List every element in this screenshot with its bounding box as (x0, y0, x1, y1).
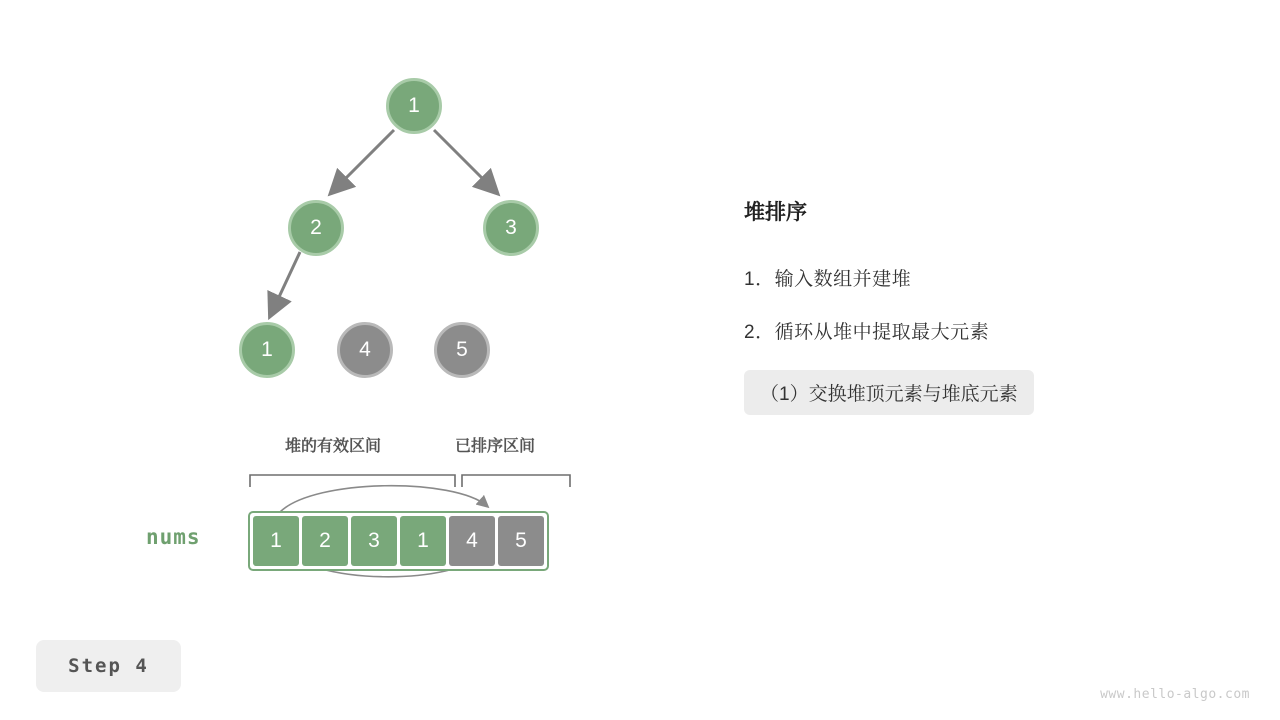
substep-highlight: （1）交换堆顶元素与堆底元素 (744, 370, 1034, 415)
step-item: 1．输入数组并建堆 (744, 269, 912, 290)
array-container (248, 511, 549, 571)
array-cell-value: 2 (319, 529, 331, 552)
array-cell (400, 516, 446, 566)
array-cell (498, 516, 544, 566)
tree-node (483, 200, 539, 256)
array-label: nums (146, 525, 201, 549)
tree-node-value: 3 (505, 216, 517, 239)
array-cell (253, 516, 299, 566)
tree-node-value: 2 (310, 216, 322, 239)
array-cell-value: 1 (417, 529, 429, 552)
tree-node-value: 4 (359, 338, 371, 361)
array-cell (302, 516, 348, 566)
array-cell (351, 516, 397, 566)
array-cell (449, 516, 495, 566)
tree-node-value: 1 (261, 338, 273, 361)
step-item: 2．循环从堆中提取最大元素 (744, 322, 990, 343)
tree-node-value: 1 (408, 94, 420, 117)
step-badge: Step 4 (36, 640, 181, 692)
tree-node (386, 78, 442, 134)
watermark: www.hello-algo.com (1100, 687, 1250, 702)
heap-region-label: 堆的有效区间 (285, 438, 382, 455)
panel-title: 堆排序 (744, 201, 807, 224)
array-cell-value: 4 (466, 529, 478, 552)
tree-node (239, 322, 295, 378)
explanation-panel (744, 196, 1224, 415)
tree-node-value: 5 (456, 338, 468, 361)
array-cell-value: 3 (368, 529, 380, 552)
sorted-region-label: 已排序区间 (455, 438, 536, 455)
tree-node (288, 200, 344, 256)
tree-node (337, 322, 393, 378)
tree-node (434, 322, 490, 378)
array-cell-value: 5 (515, 529, 527, 552)
array-cell-value: 1 (270, 529, 282, 552)
